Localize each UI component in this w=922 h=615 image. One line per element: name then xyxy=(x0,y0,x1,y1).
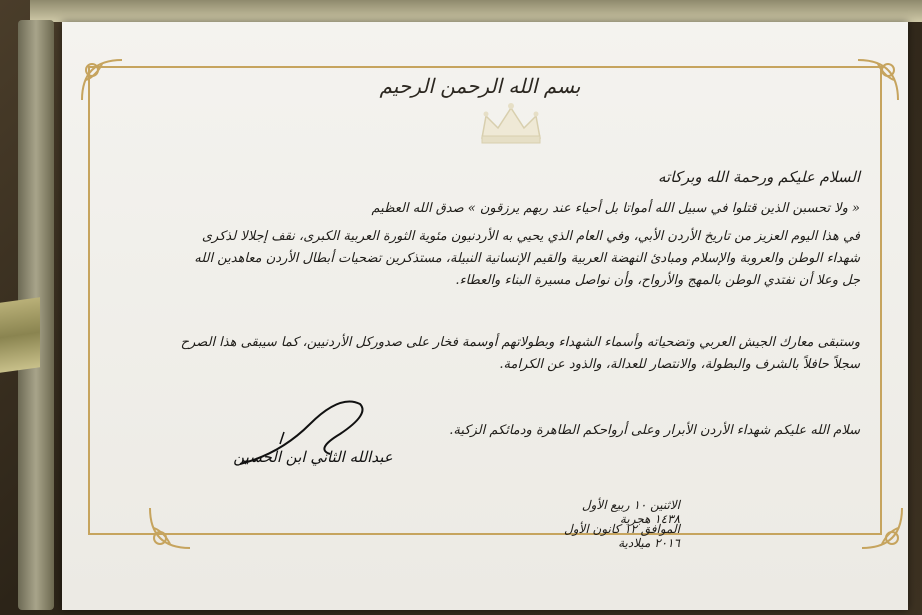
signature-name: عبدالله الثاني ابن الحسين xyxy=(233,448,393,466)
date-hijri: الاثنين ١٠ ربيع الأول ١٤٣٨ هجرية xyxy=(581,498,680,526)
paragraph-1: في هذا اليوم العزيز من تاريخ الأردن الأبي، وفي العام الذي يحيي به الأردنيون مئوية الثورة العربية الكبرى، نقف إجلالا لذكرى شهداء الوطن والعروبة والإسلام ومبادئ النهضة العربية والقيم الإنسانية النبيلة، مستذكرين تضحيات أبطال الأردن معاهدين الله جل وعلا أن نفتدي الوطن بالمهج والأرواح، وأن نواصل مسيرة البناء والعطاء. xyxy=(194,229,860,288)
crown-emblem-icon xyxy=(476,100,546,146)
corner-ornament-icon xyxy=(140,498,200,558)
ribbon xyxy=(0,297,40,373)
signature-flourish-icon xyxy=(220,384,400,484)
corner-ornament-icon xyxy=(72,50,132,110)
date-gregorian: الموافق ١٢ كانون الأول ٢٠١٦ ميلادية xyxy=(564,522,680,550)
quran-verse: « ولا تحسبن الذين قتلوا في سبيل الله أمواتا بل أحياء عند ربهم يرزقون » صدق الله العظيم xyxy=(371,201,860,216)
basmala-heading: بسم الله الرحمن الرحيم xyxy=(379,74,581,98)
corner-ornament-icon xyxy=(852,498,912,558)
folder-top-edge xyxy=(30,0,922,22)
corner-ornament-icon xyxy=(848,50,908,110)
closing-line: سلام الله عليكم شهداء الأردن الأبرار وعلى أرواحكم الطاهرة ودمائكم الزكية. xyxy=(449,423,860,438)
paragraph-2: وستبقى معارك الجيش العربي وتضحياته وأسماء الشهداء وبطولاتهم أوسمة فخار على صدوركل الأردنيين، كما سيبقى هذا الصرح سجلاً حافلاً بالشرف والبطولة، والانتصار للعدالة، والذود عن الكرامة. xyxy=(180,335,860,372)
greeting-line: السلام عليكم ورحمة الله وبركاته xyxy=(658,168,860,186)
